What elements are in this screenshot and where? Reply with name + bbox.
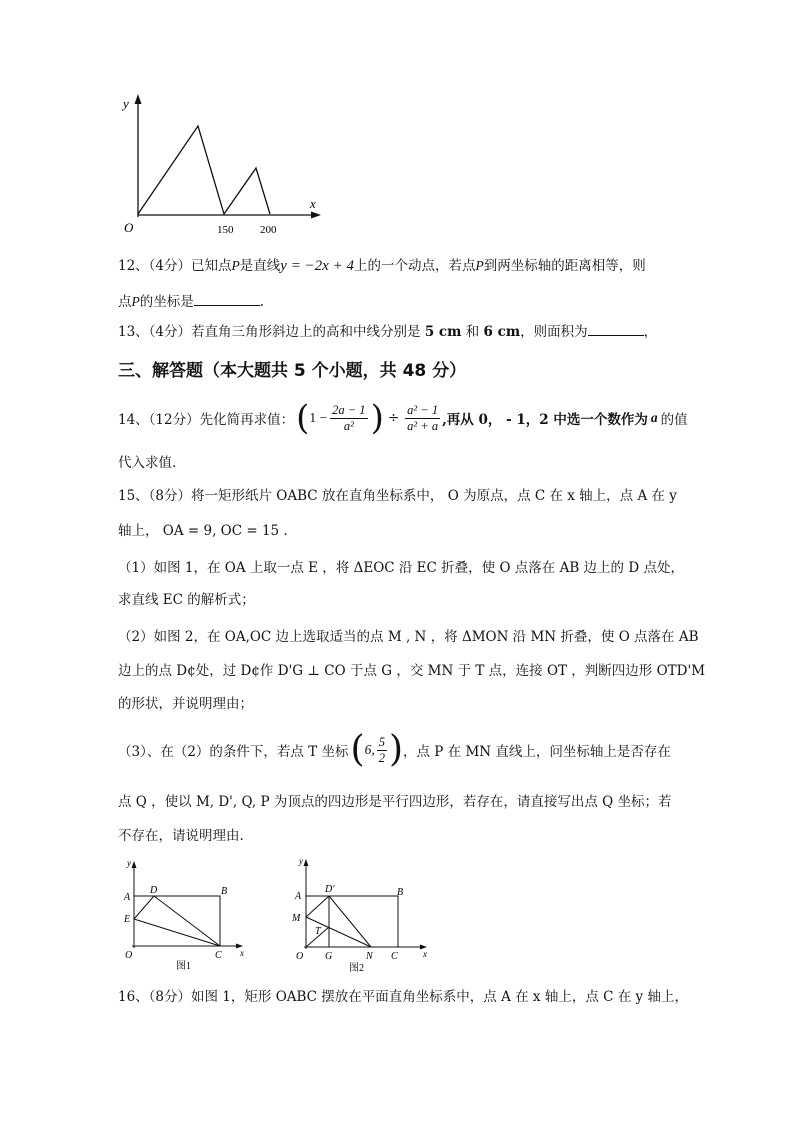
fig2-label-g: G <box>325 951 333 962</box>
x-axis-label: x <box>310 196 316 211</box>
fig2-label-c: C <box>391 951 398 962</box>
fig2-label-m: M <box>292 913 301 924</box>
fraction-2: $\frac{\text{a² − 1}}{\text{a² + a}}$ <box>407 402 439 433</box>
line-equation: y = −2x + 4 <box>280 258 354 274</box>
question-15-part-3-line-2: 点 Q ，使以 M, D', Q, P 为顶点的四边形是平行四边形，若存在，请直接写出点 Q 坐标；若 <box>118 794 672 810</box>
fig1-label-c: C <box>215 950 222 961</box>
coord-fraction: 5 2 <box>378 734 385 765</box>
y-axis-arrow <box>135 94 142 104</box>
question-13: 13、（4分）若直角三角形斜边上的高和中线分别是 5 cm 和 6 cm，则面积为 ， <box>118 321 657 342</box>
question-14-line-2: 代入求值. <box>118 455 177 471</box>
fig1-label-x: x <box>240 948 244 958</box>
question-15-part-3-line-3: 不存在，请说明理由. <box>118 828 244 844</box>
tick-label-150: 150 <box>217 224 234 236</box>
question-16-line-1: 16、（8分）如图 1，矩形 OABC 摆放在平面直角坐标系中，点 A 在 x 轴上，点 C 在 y 轴上， <box>118 989 688 1005</box>
distance-graph <box>118 92 338 242</box>
graph-line <box>138 126 270 214</box>
question-15-part-1-line-2: 求直线 EC 的解析式； <box>118 592 255 608</box>
fig2-y-arrow <box>304 859 309 866</box>
fig2-label-b: B <box>397 887 404 898</box>
tick-label-200: 200 <box>260 224 277 236</box>
fig2-label-n: N <box>366 951 373 962</box>
question-15-line-2: 轴上， OA = 9, OC = 15 . <box>118 523 288 539</box>
fig1-caption: 图1 <box>176 961 191 972</box>
fraction-1: $\frac{2a - 1}{\text{a²}}$ <box>332 402 366 433</box>
fig2-label-a: A <box>295 891 302 902</box>
question-12-line-2: 点P的坐标是 . <box>118 291 264 312</box>
question-15-part-2-line-2: 边上的点 D¢处，过 D¢作 D'G ⊥ CO 于点 G ，交 MN 于 T 点，连接 OT ，判断四边形 OTD'M <box>118 663 706 679</box>
expression-paren-left: ( <box>296 398 310 438</box>
fig1-label-e: E <box>124 914 131 925</box>
x-axis-arrow <box>311 212 321 219</box>
origin-label: O <box>124 220 134 235</box>
figure-1 <box>118 856 253 976</box>
fig2-label-o: O <box>296 951 304 962</box>
fig2-label-x: x <box>423 949 427 959</box>
y-axis-label: y <box>123 96 129 111</box>
fig1-label-a: A <box>124 892 131 903</box>
expression-paren-right: ) <box>370 398 384 438</box>
fig2-label-y: y <box>299 856 303 866</box>
fig2-caption: 图2 <box>349 963 364 974</box>
question-15-part-3-line-1: （3）、在（2）的条件下，若点 T 坐标 ( 6, 5 2 ) ，点 P 在 MN 直线上，问坐标轴上是否存在 <box>118 729 671 770</box>
answer-blank-13[interactable] <box>588 321 644 336</box>
question-15-part-2-line-3: 的形状，并说明理由； <box>118 696 253 712</box>
question-15-part-1-line-1: （1）如图 1，在 OA 上取一点 E ，将 ΔEOC 沿 EC 折叠，使 O 点落在 AB 边上的 D 点处， <box>118 560 684 576</box>
fig2-label-t: T <box>315 926 321 937</box>
answer-blank-12[interactable] <box>194 291 260 306</box>
fig1-label-y: y <box>127 858 131 868</box>
section-3-heading: 三、解答题（本大题共 5 个小题，共 48 分） <box>118 361 467 381</box>
fig1-label-b: B <box>221 886 228 897</box>
question-14-line-1: 14、（12分）先化简再求值： ( 1 − $\frac{2a - 1}{\text{a²}}$ ) ÷ $\frac{\text{a² − 1}}{\text{a² + a}}$ ,再从 0， - 1，2 中选一个数作为 a 的值 <box>118 398 688 438</box>
fig1-label-o: O <box>125 950 133 961</box>
fig2-rectangle <box>306 896 398 947</box>
question-15-line-1: 15、（8分）将一矩形纸片 OABC 放在直角坐标系中， O 为原点，点 C 在 x 轴上，点 A 在 y <box>118 488 677 504</box>
fig2-label-d-prime: D' <box>325 884 335 895</box>
figure-2 <box>284 852 434 977</box>
fig1-label-d: D <box>150 885 158 896</box>
question-15-part-2-line-1: （2）如图 2，在 OA,OC 边上选取适当的点 M , N ，将 ΔMON 沿 MN 折叠，使 O 点落在 AB <box>118 629 699 645</box>
fig1-y-arrow <box>132 861 137 868</box>
question-12-line-1: 12、（4分）已知点P是直线y = −2x + 4上的一个动点，若点P到两坐标轴的距离相等，则 <box>118 258 646 274</box>
